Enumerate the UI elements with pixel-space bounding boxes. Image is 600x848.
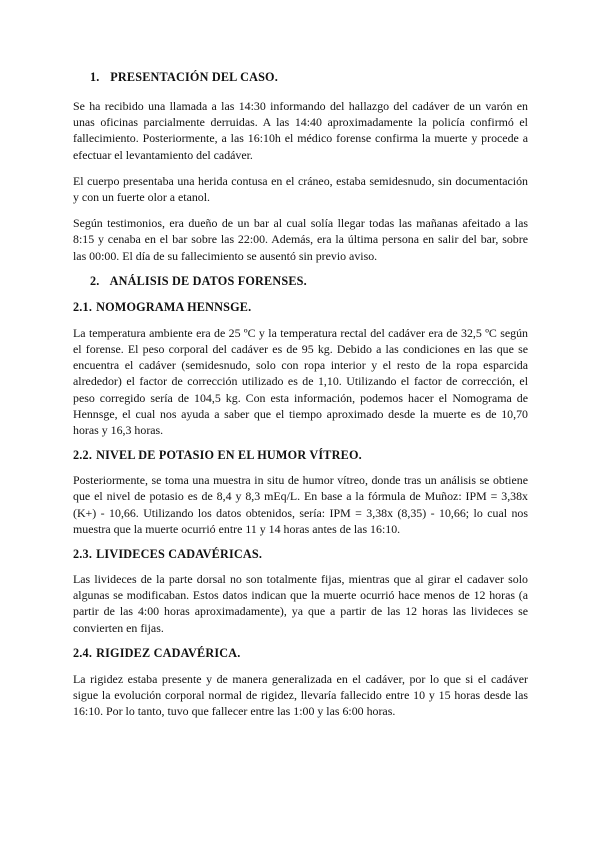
subsection-number: 2.1. [73, 299, 93, 314]
section-number: 2. [90, 273, 100, 288]
section-number: 1. [90, 70, 100, 84]
subsection-number: 2.2. [73, 448, 93, 463]
subsection-heading-nomograma [73, 300, 528, 315]
section-title: PRESENTACIÓN DEL CASO. [110, 70, 278, 84]
section-heading-presentacion [90, 70, 528, 85]
paragraph-llamada: Se ha recibido una llamada a las 14:30 informando del hallazgo del cadáver de un varón en unas oficinas parcialmente derruidas. A las 14:40 aproximadamente la policía confirmó el fallecimiento. Posteriormente, a las 16:10h el médico forense confirma la muerte y procede a efectuar el levantamiento del cadáver. [73, 99, 528, 162]
paragraph-rigidez: La rigidez estaba presente y de manera generalizada en el cadáver, por lo que si el cadáver sigue la evolución corporal normal de rigidez, llevaría fallecido entre 10 y 15 horas desde las 16:10. Por lo tanto, tuvo que fallecer entre las 1:00 y las 6:00 horas. [73, 671, 528, 719]
section-heading-analisis [90, 274, 528, 289]
subsection-title: NOMOGRAMA HENNSGE. [96, 299, 252, 314]
section-title: ANÁLISIS DE DATOS FORENSES. [109, 273, 307, 288]
paragraph-testimonios: Según testimonios, era dueño de un bar al cual solía llegar todas las mañanas afeitado a las 8:15 y cenaba en el bar sobre las 22:00. Además, era la última persona en salir del bar, sobre las 00:00. El día de su fallecimiento se ausentó sin previo aviso. [73, 216, 528, 263]
subsection-number: 2.3. [73, 547, 93, 562]
paragraph-potasio: Posteriormente, se toma una muestra in situ de humor vítreo, donde tras un análisis se obtiene que el nivel de potasio es de 8,4 y 8,3 mEq/L. En base a la fórmula de Muñoz: IPM = 3,38x (K+) - 10,66. Utilizando los datos obtenidos, sería: IPM = 3,38x (8,35) - 10,66; lo cual nos muestra que la muerte ocurrió entre 11 y 14 horas antes de las 16:10. [73, 473, 528, 536]
subsection-heading-rigidez [73, 646, 528, 661]
subsection-heading-livideces [73, 547, 528, 562]
subsection-title: RIGIDEZ CADAVÉRICA. [96, 645, 241, 660]
paragraph-cuerpo: El cuerpo presentaba una herida contusa en el cráneo, estaba semidesnudo, sin documentación y con un fuerte olor a etanol. [73, 173, 528, 205]
subsection-title: NIVEL DE POTASIO EN EL HUMOR VÍTREO. [96, 448, 362, 463]
subsection-number: 2.4. [73, 645, 93, 660]
paragraph-nomograma: La temperatura ambiente era de 25 ºC y la temperatura rectal del cadáver era de 32,5 ºC según el forense. El peso corporal del cadáver es de 95 kg. Debido a las condiciones en las que se encuentra el cadáver (semidesnudo, solo con ropa interior y el resto de la ropa esparcida alrededor) el factor de corrección utilizado es de 1,10. Utilizando el factor de corrección, el peso corregido sería de 104,5 kg. Con esta información, podemos hacer el Nomograma de Hennsge, el cual nos ayuda a saber que el tiempo aproximado desde la muerte es de 10,70 horas y 16,3 horas. [73, 325, 528, 438]
subsection-heading-potasio [73, 448, 528, 463]
paragraph-livideces: Las livideces de la parte dorsal no son totalmente fijas, mientras que al girar el cadaver solo algunas se modificaban. Estos datos indican que la muerte ocurrió hace menos de 12 horas (a partir de las 4:00 horas aproximadamente), ya que a partir de las 12 horas las livideces se convierten en fijas. [73, 572, 528, 635]
subsection-title: LIVIDECES CADAVÉRICAS. [96, 547, 263, 562]
